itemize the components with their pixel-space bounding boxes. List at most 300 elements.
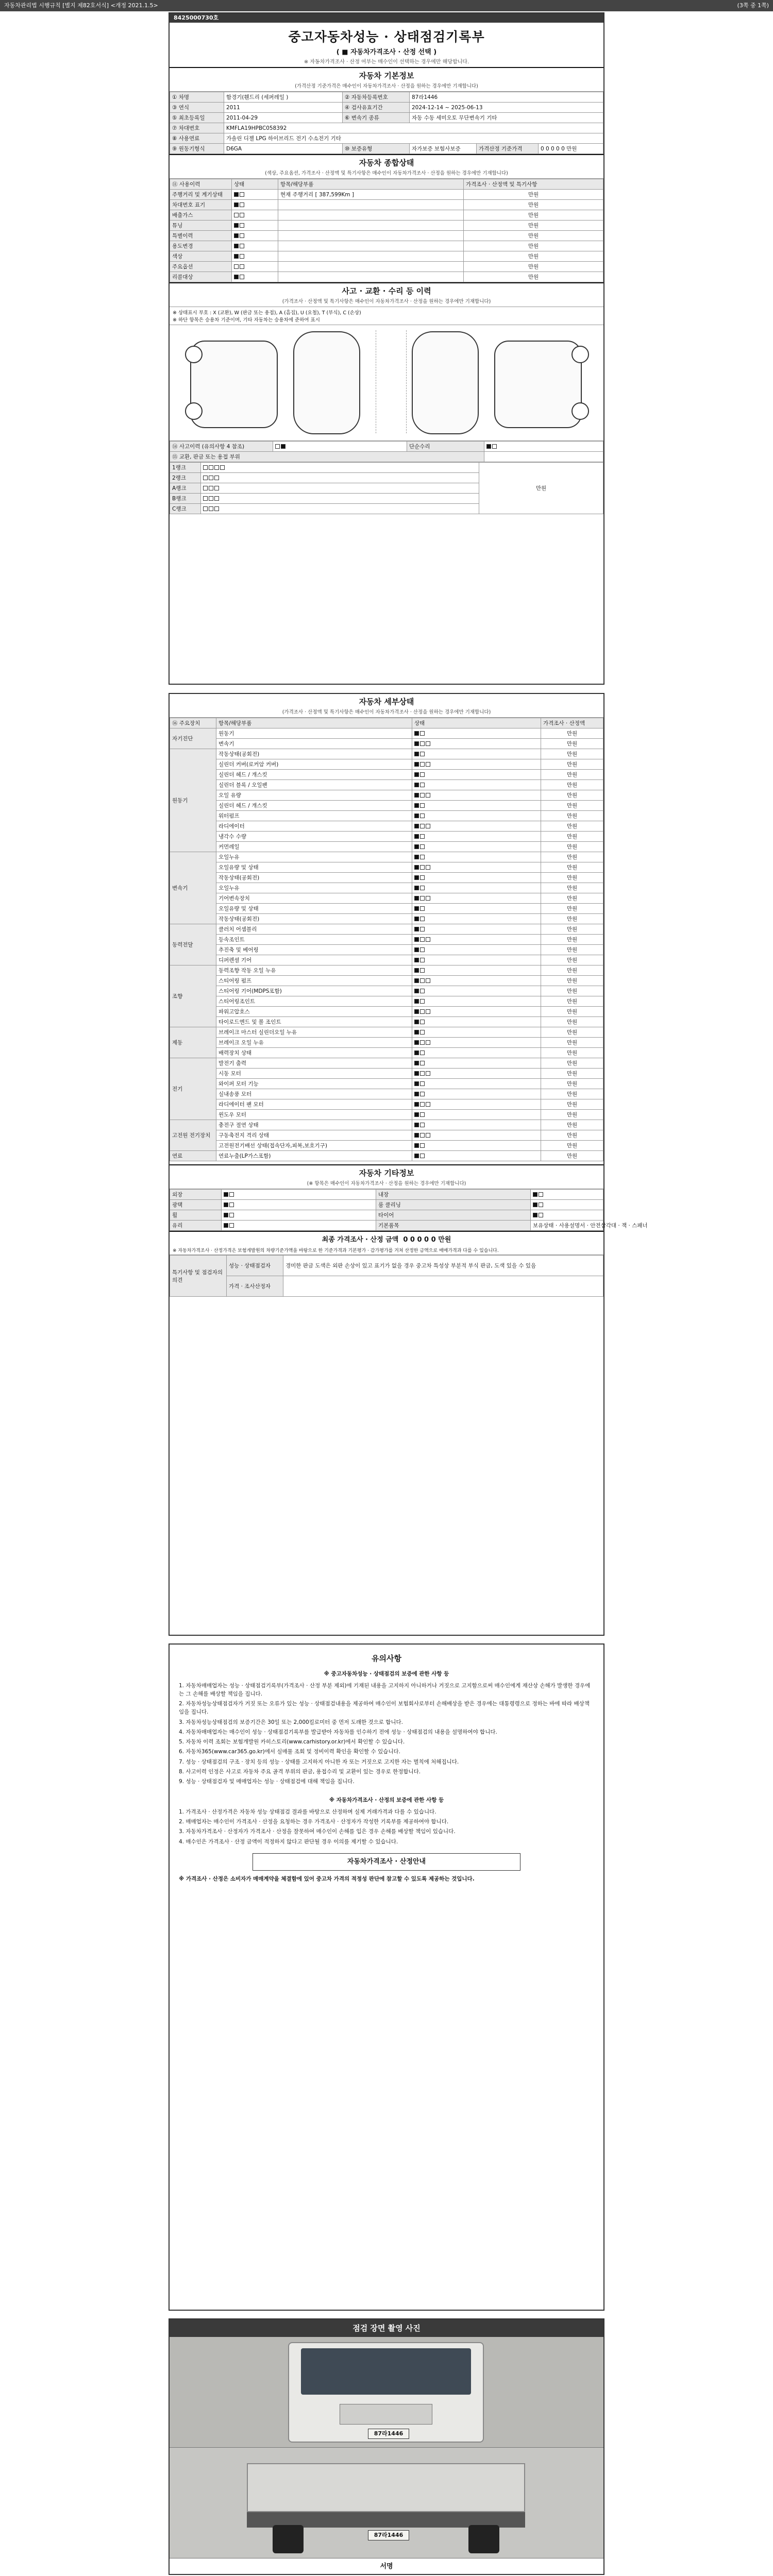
cell <box>278 272 464 282</box>
checkbox[interactable] <box>414 803 419 808</box>
detail-item: 구동축전지 격리 상태 <box>216 1130 412 1141</box>
overall-note: (색상, 주요옵션, 가격조사 · 산정액 및 특기사항은 매수인이 자동차가격조사 · 산정을 원하는 경우에만 기재합니다) <box>265 171 508 176</box>
detail-row <box>170 945 603 955</box>
detail-state <box>412 883 541 893</box>
checkbox[interactable] <box>426 1102 430 1107</box>
checkbox[interactable] <box>414 824 419 828</box>
detail-item: 파워고압호스 <box>216 1007 412 1017</box>
total-value: 0 0 0 0 0 만원 <box>403 1236 451 1244</box>
car-top-view <box>293 331 360 434</box>
cell: 만원 <box>464 251 603 262</box>
detail-state <box>412 904 541 914</box>
checkbox[interactable] <box>486 444 491 449</box>
cell: 만원 <box>464 200 603 210</box>
checkbox[interactable] <box>420 1061 425 1065</box>
detail-item: 작동상태(공회전) <box>216 873 412 883</box>
front-plate: 87라1446 <box>368 2429 409 2439</box>
accident-row <box>170 442 603 452</box>
cell: 87라1446 <box>410 92 603 103</box>
checkbox[interactable] <box>220 465 225 470</box>
cell: 특별이력 <box>170 231 232 241</box>
cell: 만원 <box>464 241 603 251</box>
checkbox[interactable] <box>240 202 244 207</box>
cell: 2랭크 <box>170 473 201 483</box>
cell: 휠 <box>170 1210 222 1221</box>
basic-section-head <box>170 67 603 92</box>
checkbox[interactable] <box>414 1020 419 1024</box>
detail-price: 만원 <box>541 945 603 955</box>
checkbox[interactable] <box>414 1143 419 1148</box>
cell: 광택 <box>170 1200 222 1210</box>
detail-price: 만원 <box>541 893 603 904</box>
checkbox[interactable] <box>426 937 430 942</box>
checkbox[interactable] <box>414 989 419 993</box>
page-4 <box>169 2318 604 2575</box>
checkbox[interactable] <box>209 496 213 501</box>
checkbox[interactable] <box>234 192 239 197</box>
checkbox[interactable] <box>224 1192 228 1197</box>
checkbox[interactable] <box>426 1133 430 1138</box>
detail-price: 만원 <box>541 739 603 749</box>
checkbox[interactable] <box>533 1213 537 1217</box>
detail-state <box>412 945 541 955</box>
checkbox[interactable] <box>240 254 244 259</box>
detail-state <box>412 1151 541 1161</box>
cell: ⑩ 보증유형 <box>343 144 410 154</box>
cell: 주행거리 및 계기상태 <box>170 190 232 200</box>
notices-title: 유의사항 <box>372 1654 401 1663</box>
checkbox[interactable] <box>420 865 425 870</box>
checkbox[interactable] <box>420 793 425 798</box>
notice-paragraph: 3. 자동차가격조사 · 산정자가 가격조사 · 산정을 잘못하여 매수인이 손해를 입은 경우 손해를 배상할 책임이 있습니다. <box>179 1828 456 1835</box>
checkbox[interactable] <box>420 834 425 839</box>
checkbox[interactable] <box>420 1154 425 1158</box>
detail-state <box>412 1007 541 1017</box>
detail-state <box>412 955 541 965</box>
detail-item: 커먼레일 <box>216 842 412 852</box>
checkbox[interactable] <box>492 444 497 449</box>
detail-row <box>170 1089 603 1099</box>
checkbox[interactable] <box>420 1020 425 1024</box>
checkbox[interactable] <box>414 1009 419 1014</box>
cell <box>484 452 603 462</box>
cell: 주요옵션 <box>170 262 232 272</box>
signature-title: 서명 <box>380 2563 393 2570</box>
checkbox[interactable] <box>414 1040 419 1045</box>
checkbox[interactable] <box>209 476 213 480</box>
detail-state <box>412 770 541 780</box>
detail-item: 배력장치 상태 <box>216 1048 412 1058</box>
detail-title: 자동차 세부상태 <box>359 697 414 706</box>
overall-header-row <box>170 179 603 190</box>
detail-item: 타이로드엔드 및 볼 조인트 <box>216 1017 412 1027</box>
checkbox[interactable] <box>414 762 419 767</box>
checkbox[interactable] <box>240 213 244 217</box>
checkbox[interactable] <box>203 486 208 490</box>
checkbox[interactable] <box>426 896 430 901</box>
checkbox[interactable] <box>426 1009 430 1014</box>
cell: 유리 <box>170 1221 222 1231</box>
checkbox[interactable] <box>420 875 425 880</box>
checkbox[interactable] <box>420 824 425 828</box>
checkbox[interactable] <box>229 1192 234 1197</box>
checkbox[interactable] <box>414 1154 419 1158</box>
checkbox[interactable] <box>420 1081 425 1086</box>
checkbox[interactable] <box>420 937 425 942</box>
detail-price: 만원 <box>541 852 603 862</box>
detail-price: 만원 <box>541 1058 603 1069</box>
checkbox[interactable] <box>209 506 213 511</box>
checkbox[interactable] <box>229 1202 234 1207</box>
basic-note: (가격산정 기준가격은 매수인이 자동차가격조사 · 산정을 원하는 경우에만 기재합니다) <box>295 83 478 89</box>
checkbox[interactable] <box>209 465 213 470</box>
cell: ④ 검사유효기간 <box>343 103 410 113</box>
checkbox[interactable] <box>420 999 425 1004</box>
detail-row <box>170 790 603 801</box>
checkbox[interactable] <box>420 855 425 859</box>
checkbox[interactable] <box>234 254 239 259</box>
checkbox[interactable] <box>539 1202 543 1207</box>
detail-price: 만원 <box>541 770 603 780</box>
detail-price: 만원 <box>541 924 603 935</box>
checkbox[interactable] <box>414 937 419 942</box>
checkbox[interactable] <box>420 1009 425 1014</box>
cell: 가격조사 · 산정액 및 특기사항 <box>464 179 603 190</box>
checkbox[interactable] <box>414 1112 419 1117</box>
checkbox[interactable] <box>533 1202 537 1207</box>
checkbox[interactable] <box>234 213 239 217</box>
mileage-value: 현재 주행거리 [ 387,599Km ] <box>278 190 464 200</box>
notice-paragraph: 1. 가격조사 · 산정가격은 자동차 성능 상태점검 결과를 바탕으로 산정하며 실제 거래가격과 다를 수 있습니다. <box>179 1808 436 1815</box>
checkbox[interactable] <box>420 968 425 973</box>
checkbox[interactable] <box>420 783 425 787</box>
checkbox[interactable] <box>420 741 425 746</box>
checkbox[interactable] <box>234 233 239 238</box>
detail-row <box>170 842 603 852</box>
checkbox[interactable] <box>414 1081 419 1086</box>
notices <box>170 1645 603 1890</box>
checkbox[interactable] <box>414 906 419 911</box>
checkbox[interactable] <box>426 824 430 828</box>
price-disclaimer: ※ 자동차가격조사 · 산정가격은 보험개발원의 차량기준가액을 바탕으로 한 기준가격과 기본평가 · 감가평가를 거쳐 산정한 금액으로 매매가격과 다를 수 있습니다. <box>170 1246 603 1255</box>
checkbox[interactable] <box>414 865 419 870</box>
detail-item: 냉각수 수량 <box>216 832 412 842</box>
detail-header-row <box>170 718 603 728</box>
wheel-icon <box>185 346 203 363</box>
basic-row <box>170 133 603 144</box>
overall-row <box>170 272 603 282</box>
checkbox[interactable] <box>229 1213 234 1217</box>
cell: 2011 <box>224 103 343 113</box>
price-guide-box <box>253 1853 520 1871</box>
checkbox[interactable] <box>214 486 219 490</box>
detail-price: 만원 <box>541 1130 603 1141</box>
checkbox[interactable] <box>414 814 419 818</box>
checkbox[interactable] <box>420 1102 425 1107</box>
cell <box>278 200 464 210</box>
report-note: ※ 자동차가격조사 · 산정 여부는 매수인이 선택하는 경우에만 해당합니다. <box>304 59 469 65</box>
cell: ⑤ 최초등록일 <box>170 113 224 123</box>
checkbox[interactable] <box>420 752 425 756</box>
checkbox[interactable] <box>539 1192 543 1197</box>
detail-price: 만원 <box>541 904 603 914</box>
accident-legend <box>170 307 603 325</box>
checkbox[interactable] <box>209 486 213 490</box>
detail-group: 전기 <box>170 1058 216 1120</box>
cell <box>531 1190 603 1200</box>
checkbox[interactable] <box>214 465 219 470</box>
detail-price: 만원 <box>541 883 603 893</box>
checkbox[interactable] <box>426 865 430 870</box>
cell: 차대번호 표기 <box>170 200 232 210</box>
checkbox[interactable] <box>420 896 425 901</box>
checkbox[interactable] <box>234 275 239 279</box>
checkbox[interactable] <box>240 223 244 228</box>
cell <box>278 251 464 262</box>
basic-row <box>170 113 603 123</box>
notice-paragraph: 4. 매수인은 가격조사 · 산정 금액이 적정하지 않다고 판단될 경우 이의를 제기할 수 있습니다. <box>179 1838 398 1845</box>
etc-row <box>170 1221 603 1231</box>
checkbox[interactable] <box>414 752 419 756</box>
detail-row <box>170 996 603 1007</box>
checkbox[interactable] <box>420 958 425 962</box>
detail-item: 등속조인트 <box>216 935 412 945</box>
total-label: 최종 가격조사 · 산정 금액 <box>322 1236 399 1244</box>
detail-row <box>170 862 603 873</box>
wheel-icon <box>185 402 203 420</box>
checkbox[interactable] <box>414 1133 419 1138</box>
checkbox[interactable] <box>224 1202 228 1207</box>
checkbox[interactable] <box>420 978 425 983</box>
detail-item: 발전기 출력 <box>216 1058 412 1069</box>
checkbox[interactable] <box>426 1040 430 1045</box>
cell <box>531 1210 603 1221</box>
checkbox[interactable] <box>214 476 219 480</box>
checkbox[interactable] <box>539 1213 543 1217</box>
checkbox[interactable] <box>414 886 419 890</box>
checkbox[interactable] <box>414 834 419 839</box>
cell: 함경기(휀드리 (세퍼레일 ) <box>224 92 343 103</box>
cell <box>232 221 278 231</box>
checkbox[interactable] <box>420 803 425 808</box>
total-price <box>170 1231 603 1246</box>
detail-item: 디퍼렌셜 기어 <box>216 955 412 965</box>
checkbox[interactable] <box>420 1133 425 1138</box>
checkbox[interactable] <box>414 978 419 983</box>
truck-windshield <box>301 2348 471 2395</box>
truck-cargo-bed <box>247 2463 525 2512</box>
wheel-icon <box>572 402 589 420</box>
checkbox[interactable] <box>414 875 419 880</box>
checkbox[interactable] <box>240 244 244 248</box>
checkbox[interactable] <box>414 927 419 931</box>
detail-price: 만원 <box>541 996 603 1007</box>
detail-state <box>412 1110 541 1120</box>
checkbox[interactable] <box>414 1050 419 1055</box>
overall-row <box>170 241 603 251</box>
checkbox[interactable] <box>414 917 419 921</box>
cell <box>273 442 407 452</box>
checkbox[interactable] <box>420 762 425 767</box>
cell: 성능 · 상태점검자 <box>227 1256 283 1276</box>
checkbox[interactable] <box>203 506 208 511</box>
detail-row <box>170 749 603 759</box>
checkbox[interactable] <box>533 1192 537 1197</box>
checkbox[interactable] <box>414 1123 419 1127</box>
detail-row <box>170 832 603 842</box>
detail-price: 만원 <box>541 1089 603 1099</box>
checkbox[interactable] <box>214 506 219 511</box>
checkbox[interactable] <box>224 1223 228 1228</box>
cell <box>232 241 278 251</box>
checkbox[interactable] <box>414 772 419 777</box>
detail-price: 만원 <box>541 873 603 883</box>
detail-row <box>170 1058 603 1069</box>
checkbox[interactable] <box>414 844 419 849</box>
detail-item: 워터펌프 <box>216 811 412 821</box>
detail-item: 스티어링 펌프 <box>216 976 412 986</box>
cell <box>232 231 278 241</box>
detail-item: 라디에이터 <box>216 821 412 832</box>
cell: 룸 클리닝 <box>376 1200 531 1210</box>
cell <box>232 200 278 210</box>
detail-row <box>170 904 603 914</box>
checkbox[interactable] <box>240 192 244 197</box>
cell <box>484 442 603 452</box>
checkbox[interactable] <box>426 741 430 746</box>
detail-note: (가격조사 · 산정액 및 특기사항은 매수인이 자동차가격조사 · 산정을 원하는 경우에만 기재합니다) <box>282 709 491 715</box>
detail-state <box>412 976 541 986</box>
detail-price: 만원 <box>541 749 603 759</box>
cell <box>201 504 479 514</box>
checkbox[interactable] <box>420 731 425 736</box>
checkbox[interactable] <box>203 465 208 470</box>
checkbox[interactable] <box>414 1071 419 1076</box>
checkbox[interactable] <box>420 814 425 818</box>
basic-title: 자동차 기본정보 <box>359 71 414 80</box>
checkbox[interactable] <box>414 947 419 952</box>
detail-row <box>170 759 603 770</box>
checkbox[interactable] <box>414 1102 419 1107</box>
detail-item: 브레이크 마스터 실린더오일 누유 <box>216 1027 412 1038</box>
checkbox[interactable] <box>426 793 430 798</box>
checkbox[interactable] <box>234 264 239 269</box>
detail-group: 자기진단 <box>170 728 216 749</box>
checkbox[interactable] <box>414 783 419 787</box>
accident-note: (가격조사 · 산정액 및 특기사항은 매수인이 자동차가격조사 · 산정을 원하는 경우에만 기재합니다) <box>282 299 491 304</box>
checkbox[interactable] <box>420 1040 425 1045</box>
checkbox[interactable] <box>420 886 425 890</box>
checkbox[interactable] <box>414 1061 419 1065</box>
checkbox[interactable] <box>414 731 419 736</box>
detail-state <box>412 801 541 811</box>
detail-item: 와이퍼 모터 기능 <box>216 1079 412 1089</box>
checkbox[interactable] <box>426 978 430 983</box>
checkbox[interactable] <box>420 1143 425 1148</box>
diagram-divider <box>376 330 407 433</box>
cell: C랭크 <box>170 504 201 514</box>
cell <box>278 231 464 241</box>
checkbox[interactable] <box>426 762 430 767</box>
checkbox[interactable] <box>420 1071 425 1076</box>
notice-paragraph: 5. 자동차 이력 조회는 보험개발원 카히스토리(www.carhistory.or.kr)에서 확인할 수 있습니다. <box>179 1739 405 1745</box>
checkbox[interactable] <box>420 1123 425 1127</box>
checkbox[interactable] <box>420 917 425 921</box>
detail-price: 만원 <box>541 1069 603 1079</box>
checkbox[interactable] <box>240 264 244 269</box>
checkbox[interactable] <box>234 223 239 228</box>
detail-row <box>170 728 603 739</box>
checkbox[interactable] <box>234 244 239 248</box>
checkbox[interactable] <box>420 1112 425 1117</box>
accident-table <box>170 441 603 462</box>
checkbox[interactable] <box>414 999 419 1004</box>
checkbox[interactable] <box>234 202 239 207</box>
detail-item: 오일유량 및 상태 <box>216 904 412 914</box>
cell: 만원 <box>464 210 603 221</box>
detail-state <box>412 1079 541 1089</box>
basic-row <box>170 123 603 133</box>
detail-row <box>170 1048 603 1058</box>
overall-row <box>170 221 603 231</box>
checkbox[interactable] <box>224 1213 228 1217</box>
detail-row <box>170 770 603 780</box>
checkbox[interactable] <box>203 496 208 501</box>
checkbox[interactable] <box>420 772 425 777</box>
checkbox[interactable] <box>414 896 419 901</box>
detail-state <box>412 811 541 821</box>
checkbox[interactable] <box>229 1223 234 1228</box>
checkbox[interactable] <box>420 989 425 993</box>
checkbox[interactable] <box>414 958 419 962</box>
checkbox[interactable] <box>420 947 425 952</box>
detail-state <box>412 1017 541 1027</box>
checkbox[interactable] <box>214 496 219 501</box>
cell: 특기사항 및 점검자의 의견 <box>170 1256 227 1297</box>
checkbox[interactable] <box>420 906 425 911</box>
checkbox[interactable] <box>420 1030 425 1035</box>
checkbox[interactable] <box>414 1092 419 1096</box>
legend-line: ※ 하단 항목은 승용차 기준이며, 기타 자동차는 승용차에 준하여 표시 <box>173 317 320 323</box>
checkbox[interactable] <box>414 855 419 859</box>
checkbox[interactable] <box>420 1092 425 1096</box>
cell <box>278 241 464 251</box>
checkbox[interactable] <box>414 793 419 798</box>
checkbox[interactable] <box>420 844 425 849</box>
part-label: 사용설명서 <box>559 1223 585 1229</box>
detail-price: 만원 <box>541 728 603 739</box>
checkbox[interactable] <box>414 741 419 746</box>
checkbox[interactable] <box>420 1050 425 1055</box>
detail-price: 만원 <box>541 1027 603 1038</box>
checkbox[interactable] <box>414 1030 419 1035</box>
checkbox[interactable] <box>281 444 285 449</box>
signature-block <box>170 2558 603 2572</box>
checkbox[interactable] <box>426 1071 430 1076</box>
car-side-right <box>494 341 582 428</box>
cell: ⑦ 차대번호 <box>170 123 224 133</box>
checkbox[interactable] <box>240 233 244 238</box>
detail-row <box>170 821 603 832</box>
checkbox[interactable] <box>420 927 425 931</box>
checkbox[interactable] <box>203 476 208 480</box>
detail-price: 만원 <box>541 1038 603 1048</box>
checkbox[interactable] <box>275 444 280 449</box>
checkbox[interactable] <box>414 968 419 973</box>
checkbox[interactable] <box>240 275 244 279</box>
detail-item: 실린더 헤드 / 개스킷 <box>216 801 412 811</box>
detail-state <box>412 1069 541 1079</box>
